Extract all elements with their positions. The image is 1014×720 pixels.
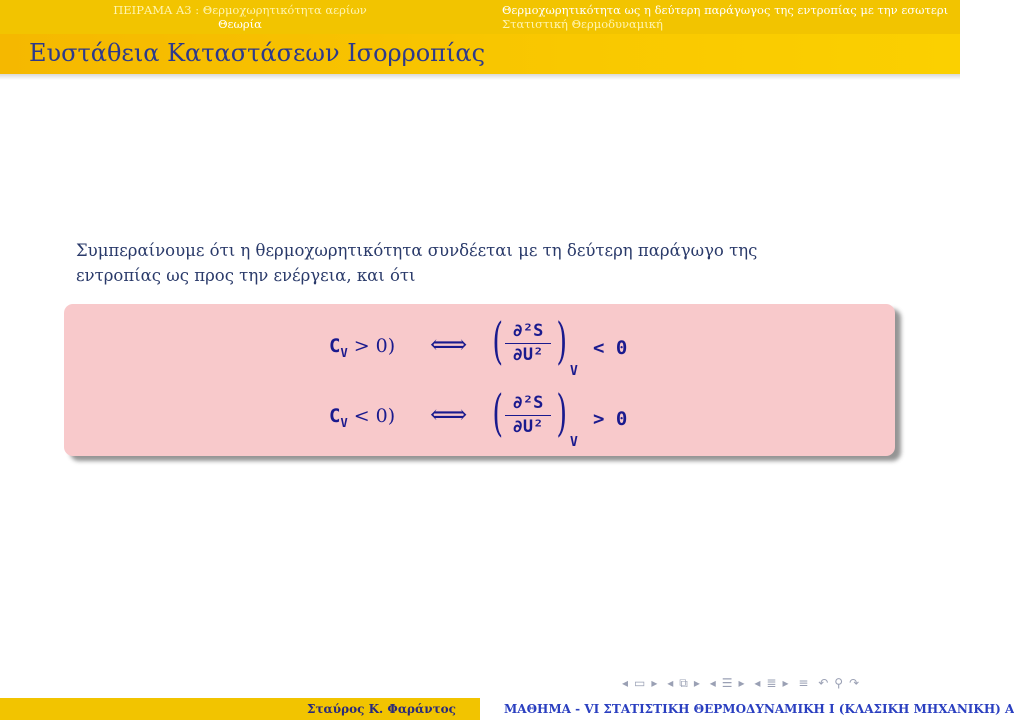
- equation-2-denominator: ∂U²: [512, 417, 544, 437]
- equation-2-right-paren: ): [556, 384, 568, 442]
- subsection-icon[interactable]: ⧉: [679, 676, 688, 690]
- equation-2-iff-arrow: ⟺: [430, 400, 468, 430]
- equation-1-relation: > 0): [347, 335, 396, 357]
- equation-1-rhs: < 0: [593, 337, 628, 359]
- title-shadow: [0, 74, 960, 80]
- nav-left-icon[interactable]: ◂: [667, 676, 674, 690]
- equation-1-held-constant: V: [570, 364, 578, 379]
- nav-right-icon[interactable]: ▸: [782, 676, 789, 690]
- footer-author: Σταύρος Κ. Φαράντος: [307, 702, 456, 716]
- equation-1-symbol: C: [329, 335, 341, 357]
- frame-icon[interactable]: ▭: [634, 676, 646, 690]
- equation-1-numerator: ∂²S: [505, 320, 551, 344]
- equation-1-subscript: V: [340, 346, 348, 360]
- nav-left-icon[interactable]: ◂: [622, 676, 629, 690]
- equation-2-symbol: C: [329, 405, 341, 427]
- redo-icon[interactable]: ↷: [849, 676, 860, 690]
- equation-2-rhs: > 0: [593, 408, 628, 430]
- subsection-list-icon[interactable]: ≣: [766, 676, 777, 690]
- nav-left-icon[interactable]: ◂: [709, 676, 716, 690]
- equation-2-numerator: ∂²S: [505, 392, 551, 416]
- section-link-theory[interactable]: Θεωρία: [218, 17, 262, 31]
- subsection-link-statistical-thermo[interactable]: Στατιστική Θερμοδυναμική: [502, 17, 663, 31]
- equation-1-fraction: [505, 320, 551, 366]
- equation-2-relation: < 0): [347, 405, 396, 427]
- equation-2-held-constant: V: [570, 435, 578, 450]
- search-icon[interactable]: ⚲: [834, 676, 844, 690]
- frame-title-bar: [0, 34, 960, 74]
- equation-block: [64, 304, 895, 456]
- nav-right-icon[interactable]: ▸: [738, 676, 745, 690]
- nav-left-icon[interactable]: ◂: [754, 676, 761, 690]
- frame-title: Ευστάθεια Καταστάσεων Ισορροπίας: [29, 39, 486, 67]
- equation-1-denominator: ∂U²: [512, 345, 544, 365]
- equation-2-left-paren: (: [492, 384, 504, 442]
- nav-right-icon[interactable]: ▸: [693, 676, 700, 690]
- equation-2-fraction: [505, 392, 551, 438]
- header-bar: [0, 0, 960, 34]
- equation-2-lhs: [329, 405, 396, 430]
- equation-2-subscript: V: [340, 416, 348, 430]
- equation-1-iff-arrow: ⟺: [430, 330, 468, 360]
- equation-1-left-paren: (: [492, 312, 504, 370]
- equation-1-right-paren: ): [556, 312, 568, 370]
- equation-1-lhs: [329, 335, 396, 360]
- body-paragraph: Συμπεραίνουμε ότι η θερμοχωρητικότητα συνδέεται με τη δεύτερη παράγωγο της εντροπίας ως προς την ενέργεια, και ότι: [76, 241, 758, 285]
- toc-icon[interactable]: ≡: [798, 676, 809, 690]
- navigation-symbols: [622, 676, 956, 692]
- section-icon[interactable]: ☰: [721, 676, 733, 690]
- subsection-link-heat-capacity[interactable]: Θερμοχωρητικότητα ως η δεύτερη παράγωγος της εντροπίας με την εσωτερι: [502, 3, 949, 17]
- nav-right-icon[interactable]: ▸: [651, 676, 658, 690]
- section-link-experiment[interactable]: ΠΕΙΡΑΜΑ Α3 : Θερμοχωρητικότητα αερίων: [113, 3, 367, 17]
- undo-icon[interactable]: ↶: [818, 676, 829, 690]
- footer-course-title: ΜΑΘΗΜΑ - VI ΣΤΑΤΙΣΤΙΚΗ ΘΕΡΜΟΔΥΝΑΜΙΚΗ Ι (ΚΛΑΣΙΚΗ ΜΗΧΑΝΙΚΗ) A: [504, 702, 1014, 716]
